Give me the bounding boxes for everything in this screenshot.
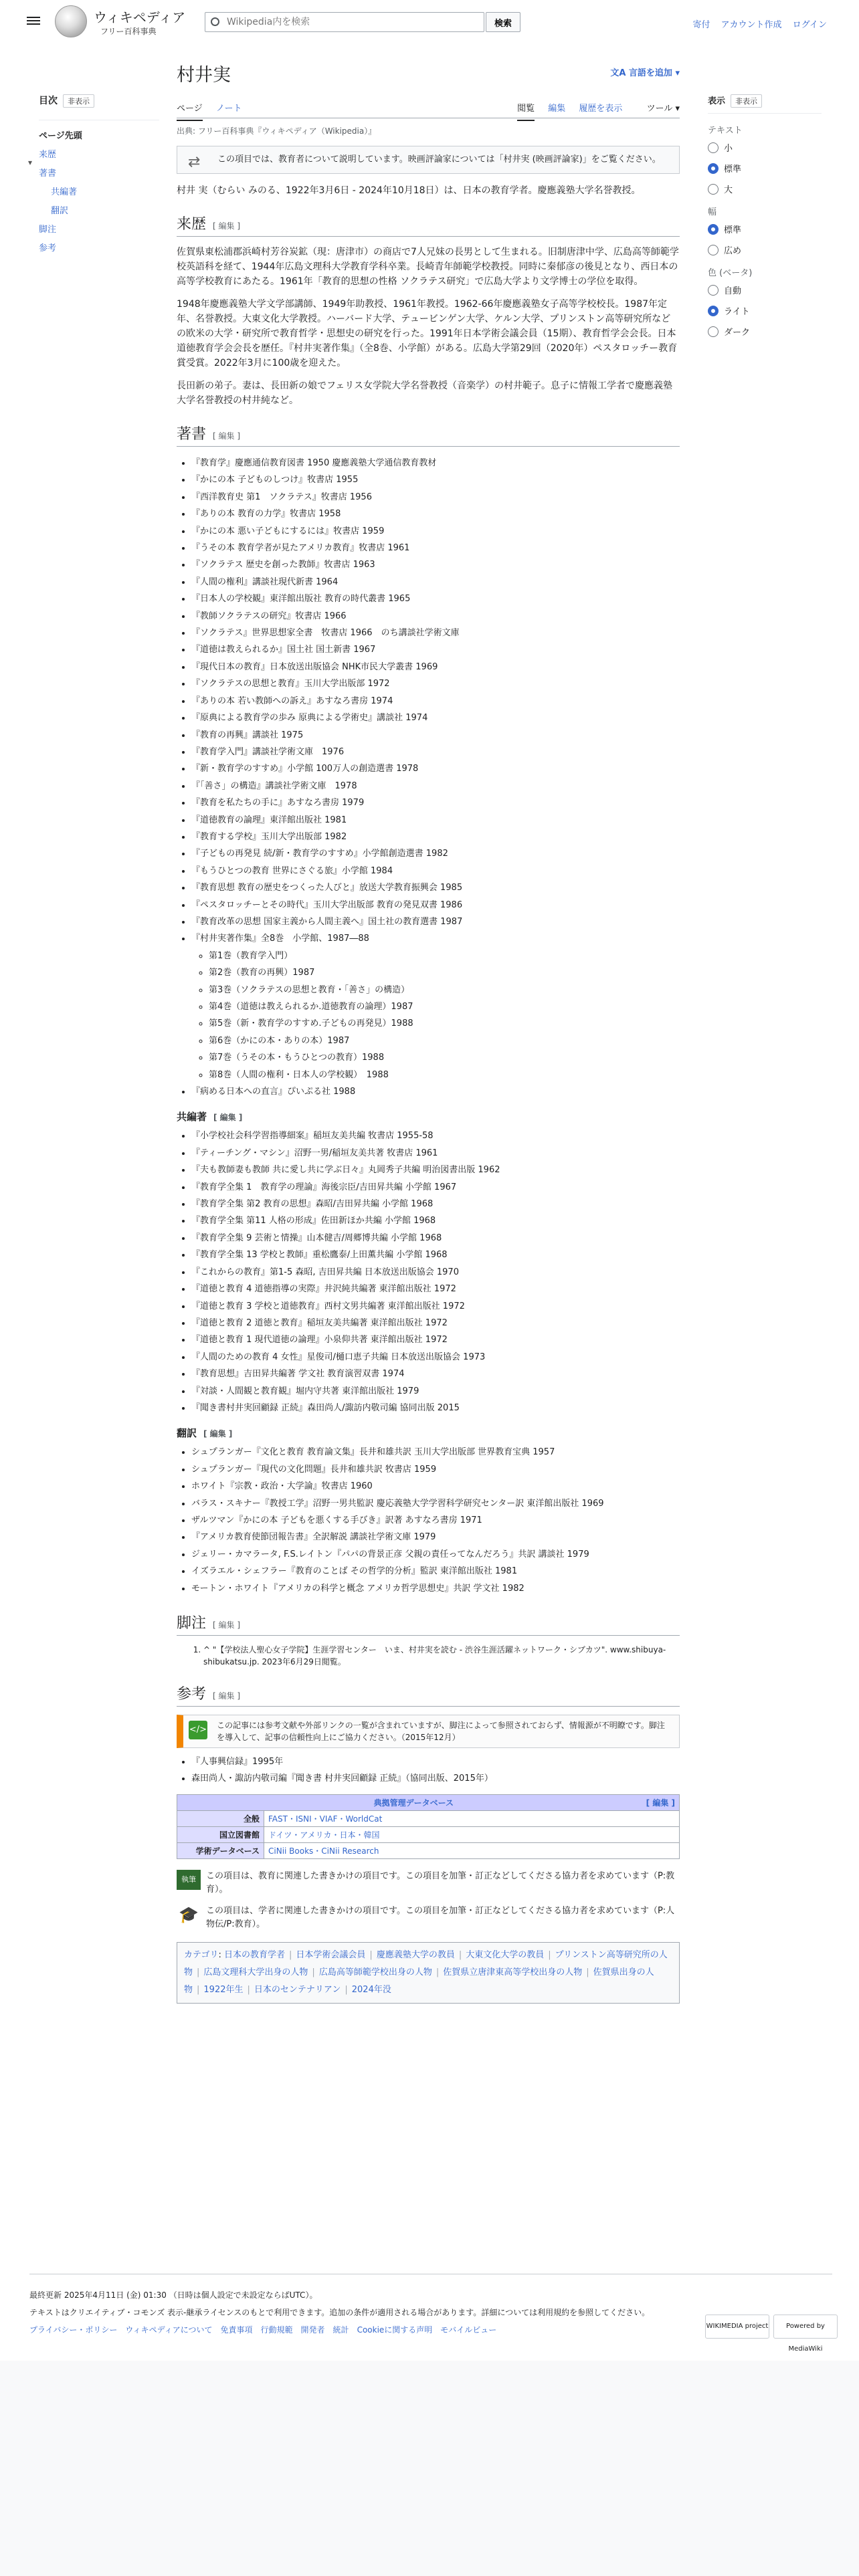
coed-item: • 『ティーチング・マシン』沼野一男/稲垣友美共著 牧書店 1961	[191, 1145, 680, 1162]
category-link[interactable]: 佐賀県立唐津東高等学校出身の人物	[443, 1967, 583, 1977]
category-link[interactable]: 日本学術会議会員	[296, 1949, 366, 1960]
coed-item: • 『教育学全集 9 芸術と情操』山本健吉/周郷博共編 小学館 1968	[191, 1230, 680, 1247]
coed-item: • 『道徳と教育 2 道徳と教育』稲垣友美共編著 東洋館出版社 1972	[191, 1315, 680, 1331]
toc-item-notes[interactable]: 脚注	[39, 225, 57, 235]
category-link[interactable]: 広島高等師範学校出身の人物	[318, 1967, 432, 1977]
radio-icon	[708, 142, 719, 153]
coed-item: • 『夫も教師妻も教師 共に愛し共に学ぶ日々』丸岡秀子共編 明治図書出版 1962	[191, 1162, 680, 1178]
page-tabs	[177, 94, 680, 118]
logo-subtitle: フリー百科事典	[100, 27, 157, 36]
radio-selected-icon	[708, 163, 719, 174]
authority-row-label: 国立図書館	[177, 1826, 264, 1842]
radio-icon	[708, 245, 719, 255]
career-paragraph: 佐賀県東松浦郡浜崎村芳谷炭鉱（現：唐津市）の商店で7人兄妹の長男として生まれる。旧制唐津中学、広島高等師範学校英語科を経て、1944年広島文理科大学教育学科卒業。長崎青年師範学校教授。同時に秦郁彦の後見となり、西日本の高等学校教育にあたる。1961年「教育的思想の性格 ソクラテス研究」で広島大学より文学博士の学位を取得。	[177, 247, 679, 287]
work-item: • 『教育学』慶應通信教育図書 1950 慶應義塾大学通信教育教材	[191, 455, 680, 471]
work-item: • 『かにの本 悪い子どもにするには』牧書店 1959	[191, 523, 680, 540]
tab-tools[interactable]: ツール ▾	[646, 104, 680, 114]
radio-icon	[708, 285, 719, 296]
coed-item: • 『教育学全集 第2 教育の思想』森昭/吉田昇共編 小学館 1968	[191, 1196, 680, 1212]
page-bottom-background	[0, 2361, 859, 2576]
donate-link[interactable]: 寄付	[692, 20, 710, 30]
login-link[interactable]: ログイン	[792, 20, 827, 30]
reference-item: • 『人事興信録』1995年	[191, 1753, 680, 1770]
work-item: • 『道徳は教えられるか』国土社 国土新書 1967	[191, 641, 680, 658]
authority-control-table	[177, 1794, 680, 1859]
width-wide[interactable]: 広め	[708, 243, 822, 256]
authority-row-label: 学術データベース	[177, 1842, 264, 1858]
page-title: 村井実	[177, 65, 231, 86]
work-item: • 『新・教育学のすすめ』小学館 100万人の創造選書 1978	[191, 760, 680, 777]
edit-section-link[interactable]: [ 編集 ]	[203, 1429, 233, 1439]
career-paragraph: 1948年慶應義塾大学文学部講師、1949年助教授、1961年教授。1962-66年慶應義塾女子高等学校校長。1987年定年、名誉教授。大東文化大学教授。ハーバード大学、テュービンゲン大学、ケルン大学、プリンストン高等研究所などの欧米の大学・研究所で教育哲学・思想史の研究を行った。1991年日本学術会議会員（15期）、教育哲学会会長。日本道徳教育学会会長を歴任。『村井実著作集』（全8巻、小学館）がある。広島大学第29回（2020年）ペスタロッチー教育賞受賞。2022年3月に100歳を迎えた。	[177, 299, 678, 368]
edit-section-link[interactable]: [ 編集 ]	[213, 1113, 243, 1123]
site-header	[0, 0, 859, 44]
search-button[interactable]: 検索	[486, 12, 520, 32]
footer-link[interactable]: モバイルビュー	[440, 2325, 497, 2335]
footnote-list	[177, 1644, 680, 1668]
category-link[interactable]: 佐賀県出身の人物	[184, 1967, 654, 1995]
text-size-large[interactable]: 大	[708, 183, 822, 195]
work-item: • 『村井実著作集』全8巻 小学館、1987―88	[191, 930, 680, 947]
stub-icon: 執筆	[177, 1870, 201, 1890]
reference-item: • 森田尚人・諏訪内敬司編『聞き書 村井実回顧録 正続』（協同出版、2015年）	[191, 1770, 680, 1787]
radio-icon	[708, 326, 719, 337]
coed-item: • 『対談・人間観と教育観』堀内守共著 東洋館出版社 1979	[191, 1383, 680, 1400]
coed-item: • 『教育学全集 1 教育学の理論』海後宗臣/吉田昇共編 小学館 1967	[191, 1179, 680, 1196]
category-link[interactable]: 日本のセンテナリアン	[254, 1984, 341, 1995]
tab-edit[interactable]: 編集	[548, 104, 566, 114]
coed-item: • 『道徳と教育 4 道徳指導の実際』井沢純共編著 東洋館出版社 1972	[191, 1281, 680, 1297]
color-dark[interactable]: ダーク	[708, 325, 822, 338]
coed-item: • 『教育学全集 第11 人格の形成』佐田新ほか共編 小学館 1968	[191, 1212, 680, 1229]
appearance-hide-button[interactable]: 非表示	[731, 94, 762, 108]
footer-link[interactable]: ウィキペディアについて	[125, 2325, 213, 2335]
work-item: • 『道徳教育の論理』東洋館出版社 1981	[191, 812, 680, 829]
work-item: • 『ありの本 教育の力学』牧書店 1958	[191, 506, 680, 522]
work-item: • 『教育の再興』講談社 1975	[191, 727, 680, 744]
category-link[interactable]: プリンストン高等研究所の人物	[184, 1949, 668, 1977]
volume-item: ◦ 第5巻（新・教育学のすすめ.子どもの再発見）1988	[209, 1015, 680, 1032]
volume-item: ◦ 第7巻（うその本・もうひとつの教育）1988	[209, 1049, 680, 1066]
toc-item-coed[interactable]: 共編著	[51, 187, 78, 197]
text-size-standard[interactable]: 標準	[708, 162, 822, 175]
work-item: • 『教育改革の思想 国家主義から人間主義へ』国土社の教育選書 1987	[191, 914, 680, 930]
work-item: • 『ソクラテス 歴史を創った教師』牧書店 1963	[191, 556, 680, 573]
logo-title[interactable]: ウィキペディア	[94, 9, 186, 25]
collected-works-sublist	[191, 948, 680, 1083]
footer-link[interactable]: 免責事項	[220, 2325, 253, 2335]
authority-row-label: 全般	[177, 1810, 264, 1826]
authority-row-value[interactable]: FAST・ISNI・VIAF・WorldCat	[264, 1810, 680, 1826]
radio-selected-icon	[708, 224, 719, 235]
appearance-panel	[708, 94, 822, 346]
work-item: • 『ソクラテス』世界思想家全書 牧書店 1966 のち講談社学術文庫	[191, 625, 680, 641]
work-item: • 『うその本 教育学者が見たアメリカ教育』牧書店 1961	[191, 540, 680, 556]
volume-item: ◦ 第3巻（ソクラテスの思想と教育・「善さ」の構造）	[209, 982, 680, 998]
translation-item: • シュプランガー『文化と教育 教育論文集』長井和雄共訳 玉川大学出版部 世界教育宝典 1957	[191, 1444, 680, 1461]
coed-item: • 『小学校社会科学習指導細案』稲垣友美共編 牧書店 1955-58	[191, 1128, 680, 1144]
text-size-label: テキスト	[708, 126, 743, 136]
toc-hide-button[interactable]: 非表示	[63, 94, 94, 108]
add-language-button[interactable]: 文A 言語を追加 ▾	[610, 68, 680, 78]
search-box[interactable]	[205, 12, 484, 32]
reference-list	[177, 1753, 680, 1788]
edit-section-link[interactable]: [ 編集 ]	[213, 431, 241, 441]
work-item: • 『日本人の学校観』東洋館出版社 教育の時代叢書 1965	[191, 591, 680, 607]
tab-history[interactable]: 履歴を表示	[579, 104, 623, 114]
category-link[interactable]: 大東文化大学の教員	[466, 1949, 545, 1960]
user-links	[684, 17, 827, 30]
mediawiki-badge[interactable]: Powered by MediaWiki	[773, 2315, 838, 2339]
table-of-contents	[28, 94, 159, 258]
footer-link[interactable]: 開発者	[300, 2325, 325, 2335]
work-item: • 『西洋教育史 第1 ソクラテス』牧書店 1956	[191, 489, 680, 506]
chevron-down-icon[interactable]: ▾	[28, 158, 33, 167]
refimprove-notice: </> この記事には参考文献や外部リンクの一覧が含まれていますが、脚注によって参照されておらず、情報源が不明瞭です。脚注を導入して、記事の信頼性向上にご協力ください。（2015年12月）	[177, 1715, 680, 1748]
work-item: • 『ペスタロッチーとその時代』玉川大学出版部 教育の発見双書 1986	[191, 897, 680, 914]
color-auto[interactable]: 自動	[708, 284, 822, 296]
color-label: 色 (ベータ)	[708, 268, 753, 278]
coed-list	[177, 1128, 680, 1416]
chevron-down-icon: ▾	[672, 68, 680, 78]
translation-list	[177, 1444, 680, 1597]
main-menu-button[interactable]	[27, 15, 40, 27]
work-item: • 『かにの本 子どものしつけ』牧書店 1955	[191, 471, 680, 488]
work-item: • 『教育する学校』玉川大学出版部 1982	[191, 829, 680, 845]
toc-item-top[interactable]: ページ先頭	[39, 131, 82, 141]
category-link[interactable]: 慶應義塾大学の教員	[376, 1949, 455, 1960]
edit-section-link[interactable]: [ 編集 ]	[213, 1691, 241, 1701]
work-item: • 『教育学入門』講談社学術文庫 1976	[191, 744, 680, 760]
color-light[interactable]: ライト	[708, 304, 822, 317]
works-list	[177, 455, 680, 1100]
search-icon	[211, 17, 219, 26]
work-item: • 『ソクラテスの思想と教育』玉川大学出版部 1972	[191, 675, 680, 692]
translation-item: • モートン・ホワイト『アメリカの科学と概念 アメリカ哲学思想史』共訳 学文社 1982	[191, 1580, 680, 1597]
footer-link[interactable]: 統計	[332, 2325, 349, 2335]
toc-item-career[interactable]: 来歴	[39, 150, 57, 160]
article-content	[177, 60, 680, 2004]
appearance-title: 表示 非表示	[708, 94, 822, 114]
authority-row-value[interactable]: ドイツ・アメリカ・日本・韓国	[264, 1826, 680, 1842]
category-link[interactable]: 2024年没	[351, 1984, 391, 1995]
category-links: カテゴリ: 日本の教育学者 | 日本学術会議会員 | 慶應義塾大学の教員 | 大東文化大学の教員 | プリンストン高等研究所の人物 | 広島文理科大学出身の人物 | 広島高等師範学校出身の人物 | 佐賀県立唐津東高等学校出身の人物 | 佐賀県出身の人物 | 1922年生 | 日本のセンテナリアン | 2024年没	[177, 1942, 680, 2004]
create-account-link[interactable]: アカウント作成	[721, 20, 782, 30]
graduation-cap-icon: 🎓	[179, 1905, 199, 1924]
section-heading-coed: 共編著 [ 編集 ]	[177, 1111, 243, 1123]
section-heading-notes: 脚注 [ 編集 ]	[177, 1612, 680, 1636]
footnote-item[interactable]: 1. ^ "【学校法人聖心女子学院】生涯学習センター いま、村井実を読む - 渋谷生涯活躍ネットワーク・シブカツ". www.shibuya-shibukatsu.jp. 2023年6月29日閲覧。	[203, 1644, 680, 1668]
translation-item: • ザルツマン『かにの本 子どもを悪くする手びき』訳著 あすなろ書房 1971	[191, 1512, 680, 1529]
coed-item: • 『教育思想』吉田昇共編著 学文社 教育演習双書 1974	[191, 1366, 680, 1382]
width-standard[interactable]: 標準	[708, 223, 822, 235]
work-item: • 『教師ソクラテスの研究』牧書店 1966	[191, 608, 680, 625]
toc-item-translation[interactable]: 翻訳	[51, 206, 69, 216]
tab-read[interactable]: 閲覧	[517, 104, 535, 121]
tab-talk[interactable]: ノート	[215, 104, 242, 114]
work-item: • 『もうひとつの教育 世界にさぐる旅』小学館 1984	[191, 863, 680, 879]
authority-row-value[interactable]: CiNii Books・CiNii Research	[264, 1842, 680, 1858]
work-item: • 『教育を私たちの手に』あすなろ書房 1979	[191, 794, 680, 811]
work-item: • 『「善さ」の構造』講談社学術文庫 1978	[191, 778, 680, 794]
radio-icon	[708, 184, 719, 195]
wikipedia-globe-logo[interactable]	[55, 5, 87, 37]
section-heading-works: 著書 [ 編集 ]	[177, 423, 680, 447]
category-link[interactable]: 日本の教育学者	[224, 1949, 286, 1960]
footer-link[interactable]: プライバシー・ポリシー	[29, 2325, 118, 2335]
authority-title: 典拠管理データベース [ 編集 ]	[177, 1794, 680, 1810]
toc-item-works[interactable]: 著書	[39, 169, 57, 179]
license-text: テキストはクリエイティブ・コモンズ 表示-継承ライセンスのもとで利用できます。追加の条件が適用される場合があります。詳細については利用規約を参照してください。	[29, 2308, 650, 2317]
toc-item-refs[interactable]: 参考	[39, 243, 57, 253]
width-label: 幅	[708, 207, 717, 217]
site-footer	[29, 2274, 832, 2353]
wikimedia-badge[interactable]: WIKIMEDIA project	[705, 2315, 769, 2339]
search-input[interactable]	[225, 15, 480, 29]
code-icon: </>	[189, 1721, 207, 1739]
footer-link[interactable]: 行動規範	[260, 2325, 293, 2335]
category-link[interactable]: 広島文理科大学出身の人物	[203, 1967, 308, 1977]
coed-item: • 『道徳と教育 3 学校と道徳教育』西村文男共編著 東洋館出版社 1972	[191, 1298, 680, 1315]
translation-item: • 『アメリカ教育使節団報告書』全訳解説 講談社学術文庫 1979	[191, 1529, 680, 1545]
work-item: • 『人間の権利』講談社現代新書 1964	[191, 574, 680, 591]
translation-item: • ジェリー・カマラータ, F.S.レイトン『パパの背景正彦 父親の責任ってなんだろう』共訳 講談社 1979	[191, 1546, 680, 1563]
coed-item: • 『教育学全集 13 学校と教師』重松鷹泰/上田薫共編 小学館 1968	[191, 1247, 680, 1263]
category-link[interactable]: 1922年生	[203, 1984, 244, 1995]
translation-item: • ホワイト『宗教・政治・大学論』牧書店 1960	[191, 1478, 680, 1495]
coed-item: • 『人間のための教育 4 女性』星俊司/樋口恵子共編 日本放送出版協会 1973	[191, 1349, 680, 1366]
volume-item: ◦ 第4巻（道徳は教えられるか.道徳教育の論理）1987	[209, 998, 680, 1015]
hatnote: ⇄ この項目では、教育者について説明しています。映画評論家については「村井実 (映画評論家)」をご覧ください。	[177, 146, 680, 174]
section-heading-translation: 翻訳 [ 編集 ]	[177, 1427, 233, 1440]
work-item: • 『病める日本への直言』ぴいぷる社 1988	[191, 1083, 680, 1100]
disambiguation-icon: ⇄	[188, 154, 201, 171]
work-item: • 『ありの本 若い教師への訴え』あすなろ書房 1974	[191, 693, 680, 710]
edit-section-link[interactable]: [ 編集 ]	[213, 221, 241, 231]
tab-page[interactable]: ページ	[177, 104, 203, 121]
volume-item: ◦ 第8巻（人間の権利・日本人の学校観） 1988	[209, 1067, 680, 1083]
stub-notice-education: 執筆 この項目は、教育に関連した書きかけの項目です。この項目を加筆・訂正などしてくださる協力者を求めています（P:教育）。	[177, 1866, 680, 1901]
volume-item: ◦ 第6巻（かにの本・ありの本）1987	[209, 1033, 680, 1049]
translation-item: • バラス・スキナー『教授工学』沼野一男共監訳 慶応義塾大学学習科学研究センター訳 東洋館出版社 1969	[191, 1495, 680, 1512]
translation-item: • シュプランガー『現代の文化問題』長井和雄共訳 牧書店 1959	[191, 1461, 680, 1478]
translate-icon: 文A	[610, 68, 629, 78]
volume-item: ◦ 第1巻（教育学入門）	[209, 948, 680, 964]
work-item: • 『子どもの再発見 続/新・教育学のすすめ』小学館創造選書 1982	[191, 845, 680, 862]
stub-notice-scholar: 🎓 この項目は、学者に関連した書きかけの項目です。この項目を加筆・訂正などしてくださる協力者を求めています（P:人物伝/P:教育）。	[177, 1901, 680, 1935]
text-size-small[interactable]: 小	[708, 141, 822, 154]
footer-link[interactable]: Cookieに関する声明	[357, 2325, 433, 2335]
categories-label[interactable]: カテゴリ	[184, 1949, 219, 1960]
work-item: • 『教育思想 教育の歴史をつくった人びと』放送大学教育振興会 1985	[191, 879, 680, 896]
work-item: • 『原典による教育学の歩み 原典による学術史』講談社 1974	[191, 710, 680, 726]
career-paragraph: 長田新の弟子。妻は、長田新の娘でフェリス女学院大学名誉教授（音楽学）の村井範子。息子に情報工学者で慶應義塾大学名誉教授の村井純など。	[177, 381, 673, 406]
coed-item: • 『道徳と教育 1 現代道徳の論理』小泉仰共著 東洋館出版社 1972	[191, 1331, 680, 1348]
section-heading-career: 来歴 [ 編集 ]	[177, 213, 680, 237]
lead-paragraph: 村井 実（むらい みのる、1922年3月6日 - 2024年10月18日）は、日本の教育学者。慶應義塾大学名誉教授。	[177, 185, 641, 196]
translation-item: • イズラエル・シェフラー『教育のことば その哲学的分析』監訳 東洋館出版社 1981	[191, 1563, 680, 1580]
toc-title: 目次 非表示	[39, 94, 159, 108]
coed-item: • 『聞き書村井実回顧録 正続』森田尚人/諏訪内敬司編 協同出版 2015	[191, 1400, 680, 1416]
article-source: 出典: フリー百科事典『ウィキペディア（Wikipedia）』	[177, 126, 377, 136]
coed-item: • 『これからの教育』第1-5 森昭, 吉田昇共編 日本放送出版協会 1970	[191, 1264, 680, 1281]
volume-item: ◦ 第2巻（教育の再興）1987	[209, 964, 680, 981]
authority-edit-link[interactable]: [ 編集 ]	[646, 1798, 675, 1808]
work-item: • 『現代日本の教育』日本放送出版協会 NHK市民大学叢書 1969	[191, 659, 680, 675]
radio-selected-icon	[708, 306, 719, 316]
section-heading-refs: 参考 [ 編集 ]	[177, 1683, 680, 1707]
last-updated: 最終更新 2025年4月11日 (金) 01:30 （日時は個人設定で未設定ならばUTC）。	[29, 2290, 318, 2300]
edit-section-link[interactable]: [ 編集 ]	[213, 1620, 241, 1630]
